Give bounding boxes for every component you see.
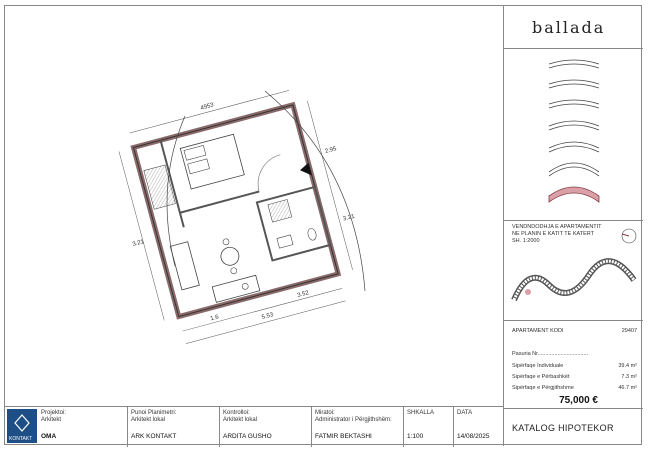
common-area-row: Sipërfaqe e Përbashkët 7.3 m² bbox=[512, 374, 637, 380]
svg-text:KONTAKT: KONTAKT bbox=[9, 436, 33, 442]
catalog-title: KATALOG HIPOTEKOR bbox=[512, 423, 614, 433]
apartment-location-marker bbox=[525, 289, 531, 295]
wave-floor bbox=[549, 80, 599, 84]
sidebar bbox=[503, 6, 643, 446]
wave-floor bbox=[549, 163, 599, 172]
floor-plan-drawing bbox=[5, 6, 503, 406]
kontakt-logo-mark bbox=[7, 409, 37, 443]
toilet bbox=[307, 227, 318, 241]
dining-table bbox=[219, 245, 241, 267]
location-title: VENDNDODHJA E APARTAMENTIT NE PLANIN E KATIT TE KATERT SH. 1:2000 bbox=[512, 224, 602, 244]
shower bbox=[268, 200, 292, 223]
dim-label: 3.52 bbox=[296, 290, 310, 300]
dim-label: 2.95 bbox=[324, 146, 338, 155]
projektoi-cell: KONTAKT Projektoi: Arkitekt OMA bbox=[9, 410, 67, 442]
kontakt-logo bbox=[7, 409, 37, 443]
kontrolloi-cell: Kontrolloi: Arkitekt lokal ARDITA GUSHO bbox=[219, 407, 311, 447]
pillow bbox=[188, 159, 210, 174]
total-area-row: Sipërfaqe e Përgjithshme 46.7 m² bbox=[512, 385, 637, 391]
wave-floor bbox=[549, 142, 599, 148]
price: 75,000 € bbox=[559, 395, 598, 406]
sink bbox=[277, 235, 293, 248]
ballada-logo: ballada bbox=[532, 18, 606, 37]
dim-label: 4953 bbox=[199, 102, 215, 112]
bed bbox=[180, 134, 244, 189]
wave-floor bbox=[549, 167, 599, 176]
building-levels bbox=[504, 48, 643, 221]
shkalla-cell: SHKALLA 1:100 bbox=[403, 407, 453, 447]
individual-area-row: Sipërfaqe Individuale 39.4 m² bbox=[512, 363, 637, 369]
pasuria-row: Pasuria Nr................................. bbox=[512, 351, 589, 357]
dim-label: 3.21 bbox=[342, 213, 356, 223]
building-outline bbox=[514, 261, 634, 300]
chair bbox=[230, 267, 237, 274]
stove-burner bbox=[242, 283, 249, 290]
wave-floor bbox=[549, 84, 599, 88]
highlighted-floor bbox=[549, 187, 599, 202]
outer-wall-line bbox=[133, 105, 338, 317]
north-arrow-needle bbox=[622, 234, 629, 236]
wave-floor bbox=[549, 64, 599, 68]
apartment-info bbox=[504, 320, 643, 409]
data-cell: DATA 14/08/2025 bbox=[453, 407, 503, 447]
drawing-sheet bbox=[4, 5, 642, 445]
dim-label: 1.6 bbox=[209, 314, 220, 323]
location-panel bbox=[504, 220, 643, 321]
floor-wave-diagram bbox=[504, 48, 643, 220]
wave-floor bbox=[549, 125, 599, 130]
floor-plan bbox=[5, 6, 503, 406]
partition-wall bbox=[180, 192, 259, 213]
site-plan bbox=[504, 220, 643, 320]
chair bbox=[222, 238, 229, 245]
dim-label: 5.53 bbox=[261, 312, 275, 321]
punoi-cell: Punoi Planimetri: Arkitekt lokal ARK KONTAKT bbox=[127, 407, 219, 447]
wave-floor bbox=[549, 146, 599, 152]
wave-floor bbox=[549, 104, 599, 108]
door-swing bbox=[251, 155, 288, 192]
outer-wall bbox=[133, 105, 338, 317]
code-row: APARTAMENT KODI 29407 bbox=[512, 328, 637, 334]
dim-label: 3.21 bbox=[131, 239, 145, 248]
miratoi-cell: Miratoi: Administrator i Përgjithshëm: FATMIR BEKTASHI bbox=[311, 407, 403, 447]
logo-box bbox=[504, 6, 643, 49]
apartment-walls bbox=[102, 74, 375, 350]
wave-floor bbox=[549, 60, 599, 64]
title-block bbox=[5, 406, 503, 447]
pillow bbox=[184, 145, 206, 160]
wave-floor bbox=[549, 100, 599, 104]
